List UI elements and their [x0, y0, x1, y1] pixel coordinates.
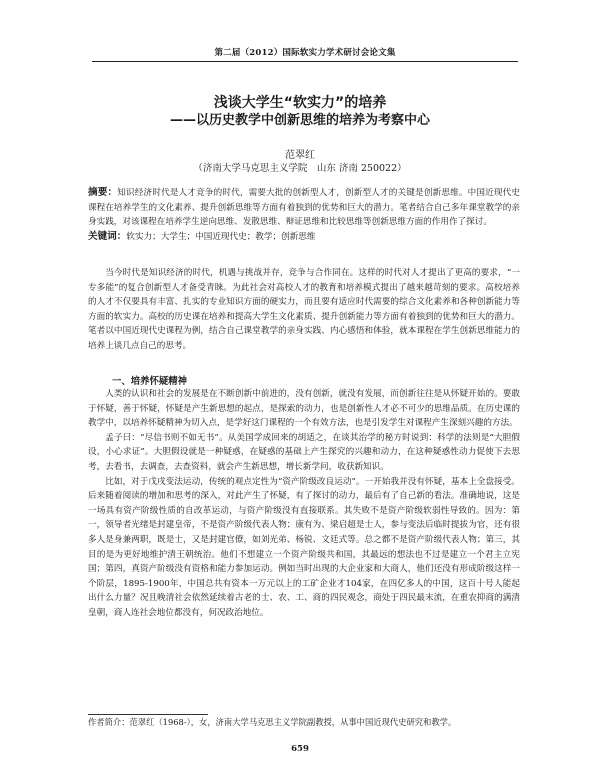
intro-paragraph: 当今时代是知识经济的时代，机遇与挑战并存，竞争与合作同在。这样的时代对人才提出了更高的要求，“一专多能”的复合创新型人才备受青睐。为此社会对高校人才的教育和培养模式提出了越来越苛刻的要求。高校培养的人才不仅要具有丰富、扎实的专业知识方面的硬实力，而且要有适应时代需要的综合文化素养和各种创新能力等方面的软实力。高校的历史课在培养和提高大学生文化素质、提升创新能力等方面有着独到的优势和巨大的潜力。笔者以中国近现代史课程为例，结合自己课堂教学的亲身实践、内心感悟和体验，就本课程在学生创新思维能力的培养上谈几点自己的思考。 [88, 268, 520, 351]
body-block [88, 387, 520, 621]
footnote-rule [88, 714, 208, 715]
header-rule [92, 61, 518, 62]
running-header: 第二届（2012）国际软实力学术研讨会论文集 [214, 48, 396, 58]
abstract [88, 186, 520, 230]
footnote: 作者简介：范翠红（1968-），女，济南大学马克思主义学院副教授，从事中国近现代史研究和教学。 [88, 717, 457, 727]
paper-subtitle: ——以历史教学中创新思维的培养为考察中心 [169, 113, 430, 128]
keywords-text: 软实力；大学生；中国近现代史；教学；创新思维 [126, 231, 316, 242]
author-name: 范翠红 [285, 150, 315, 161]
body-paragraph: 人类的认识和社会的发展是在不断创新中前进的，没有创新，就没有发展，而创新往往是从怀疑开始的。要敢于怀疑，善于怀疑，怀疑是产生新思想的起点，是探索的动力，也是创新性人才必不可少的思维品质。在历史课的教学中，以培养怀疑精神为切入点，是学好这门课程的一个有效方法，也是引发学生对课程产生深刻兴趣的方法。 [88, 389, 520, 429]
keywords-label: 关键词： [88, 230, 127, 242]
paper-title: 浅谈大学生“软实力”的培养 [213, 95, 387, 111]
author-affiliation: （济南大学马克思主义学院 山东 济南 250022） [193, 163, 407, 174]
intro-block [88, 266, 520, 354]
abstract-block [88, 186, 520, 244]
abstract-label: 摘要： [88, 187, 118, 198]
body-paragraph: 比如，对于戊戌变法运动，传统的观点定性为“资产阶级改良运动”。一开始我并没有怀疑，基本上全盘接受。后来随着阅读的增加和思考的深入，对此产生了怀疑，有了探讨的动力，最后有了自己新的看法。准确地说，这是一场具有资产阶级性质的自改革运动，与资产阶级没有直接联系。其失败不是资产阶级软弱性导致的。因为：第一，领导者光绪是封建皇帝，不是资产阶级代表人物；康有为、梁启超是士人，参与变法后临时提拔为官，还有很多人是身兼两职，既是士，又是封建官僚，如刘光弟、杨锐、文廷式等。总之都不是资产阶级代表人物；第三，其目的是为更好地维护清王朝统治。他们不想建立一个资产阶级共和国，其最远的想法也不过是建立一个君主立宪国；第四，真资产阶级没有资格和能力参加运动。例如当时出现的大企业家和大商人，他们还没有形成阶级这样一个阶层，1895-1900年，中国总共有资本一万元以上的工矿企业才104家，在四亿多人的中国，这百十号人能起出什么力量？况且晚清社会依然延续着古老的士、农、工、商的四民观念，商处于四民最末流，在重农抑商的满清皇朝，商人连社会地位都没有，何况政治地位。 [88, 476, 520, 618]
abstract-text: 知识经济时代是人才竞争的时代，需要大批的创新型人才，创新型人才的关键是创新思维。中国近现代史课程在培养学生的文化素养、提升创新思维等方面有着独到的优势和巨大的潜力。笔者结合自己多年课堂教学的亲身实践，对该课程在培养学生逆向思维、发散思维、辩证思维和比较思维等创新思维方面的作用作了探讨。 [88, 188, 520, 228]
section-heading: 一、培养怀疑精神 [112, 376, 188, 387]
page-number: 659 [291, 744, 309, 754]
body-paragraph: 孟子曰：“尽信书则不如无书”。从美国学成回来的胡适之，在谈其治学的秘方时说到：科学的法则是“大胆假设，小心求证”。大胆假设就是一种疑惑，在疑惑的基础上产生探究的兴趣和动力，在这种疑惑性动力促使下去思考，去看书，去调查，去查资料，就会产生新思想，增长新学问，收获新知识。 [88, 432, 520, 472]
keywords [88, 230, 520, 245]
